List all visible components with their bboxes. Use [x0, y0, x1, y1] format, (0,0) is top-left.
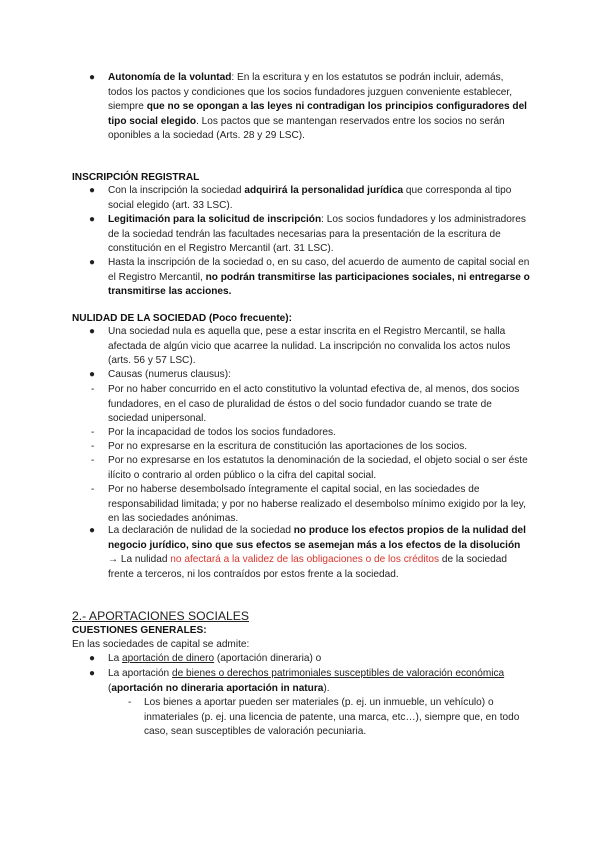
nulidad-item-3: La declaración de nulidad de la sociedad no produce los efectos propios de la nulidad del negocio jurídico, sino que sus efectos se asemejan más a los efectos de la disolución → La nulidad no afectará a la validez de las obligaciones o de los créditos de la sociedad frente a terceros, ni los contraídos por estos frente a la sociedad. [108, 525, 526, 580]
bullet-icon: ● [89, 185, 96, 196]
aportaciones-sub-1: Los bienes a aportar pueden ser materiales (p. ej. un inmueble, un vehículo) o inmateriales (p. ej. una licencia de patente, una marca, etc…), siempre que, en todo caso, sean susceptibles de valoración pecuniaria. [144, 697, 520, 738]
dash-marker: - [91, 455, 95, 466]
dash-marker: - [91, 441, 95, 452]
bullet-icon: ● [89, 257, 96, 268]
bullet-icon: ● [89, 525, 96, 536]
nulidad-cause-4: Por no expresarse en los estatutos la denominación de la sociedad, el objeto social o ser éste ilícito o contrario al orden público o la cifra del capital social. [108, 455, 528, 481]
nulidad-heading: NULIDAD DE LA SOCIEDAD (Poco frecuente): [72, 313, 293, 324]
autonomia-term: Autonomía de la voluntad [108, 72, 232, 83]
inscripcion-heading: INSCRIPCIÓN REGISTRAL [72, 172, 200, 183]
nulidad-cause-3: Por no expresarse en la escritura de constitución las aportaciones de los socios. [108, 441, 468, 452]
nulidad-cause-1: Por no haber concurrido en el acto constitutivo la voluntad efectiva de, al menos, dos socios fundadores, en el caso de pluralidad de éstos o del socio fundador cuando se trate de sociedad unipersonal. [108, 384, 520, 425]
bullet-icon: ● [89, 668, 96, 679]
section-title: 2.- APORTACIONES SOCIALES [72, 609, 249, 623]
inscripcion-item-3: Hasta la inscripción de la sociedad o, en su caso, del acuerdo de aumento de capital social en el Registro Mercantil, no podrán transmitirse las participaciones sociales, ni entregarse o transmitirse las acciones. [108, 257, 530, 298]
dash-marker: - [91, 384, 95, 395]
aportaciones-intro: En las sociedades de capital se admite: [72, 639, 250, 650]
bullet-icon: ● [89, 72, 96, 83]
aportaciones-item-1: La aportación de dinero (aportación dineraria) o [108, 653, 322, 664]
nulidad-cause-5: Por no haberse desembolsado íntegramente el capital social, en las sociedades de responsabilidad limitada; y por no haberse realizado el desembolso mínimo exigido por la ley, en las sociedades anónimas. [108, 484, 526, 525]
aportaciones-item-2: La aportación de bienes o derechos patrimoniales susceptibles de valoración económica (aportación no dineraria aportación in natura). [108, 668, 505, 694]
bullet-icon: ● [89, 326, 96, 337]
autonomia-item: Autonomía de la voluntad: En la escritura y en los estatutos se podrán incluir, además, todos los pactos y condiciones que los socios fundadores juzguen conveniente establecer, siempre que no se opongan a las leyes ni contradigan los principios configuradores del tipo social elegido. Los pactos que se mantengan reservados entre los socios no serán oponibles a la sociedad (Arts. 28 y 29 LSC). [108, 72, 527, 142]
nulidad-cause-2: Por la incapacidad de todos los socios fundadores. [108, 427, 336, 438]
bullet-icon: ● [89, 214, 96, 225]
inscripcion-item-2: Legitimación para la solicitud de inscripción: Los socios fundadores y los administradores de la sociedad tendrán las facultades necesarias para la presentación de la escritura de constitución en el Registro Mercantil (art. 31 LSC). [108, 214, 526, 255]
dash-marker: - [91, 427, 95, 438]
nulidad-item-1: Una sociedad nula es aquella que, pese a estar inscrita en el Registro Mercantil, se halla afectada de algún vicio que acarree la nulidad. La inscripción no convalida los actos nulos (arts. 56 y 57 LSC). [108, 326, 511, 367]
cuestiones-heading: CUESTIONES GENERALES: [72, 625, 207, 636]
bullet-icon: ● [89, 653, 96, 664]
inscripcion-item-1: Con la inscripción la sociedad adquirirá la personalidad jurídica que corresponda al tipo social elegido (art. 33 LSC). [108, 185, 512, 211]
bullet-icon: ● [89, 369, 96, 380]
nulidad-item-2: Causas (numerus clausus): [108, 369, 231, 380]
dash-marker: - [128, 697, 132, 708]
dash-marker: - [91, 484, 95, 495]
